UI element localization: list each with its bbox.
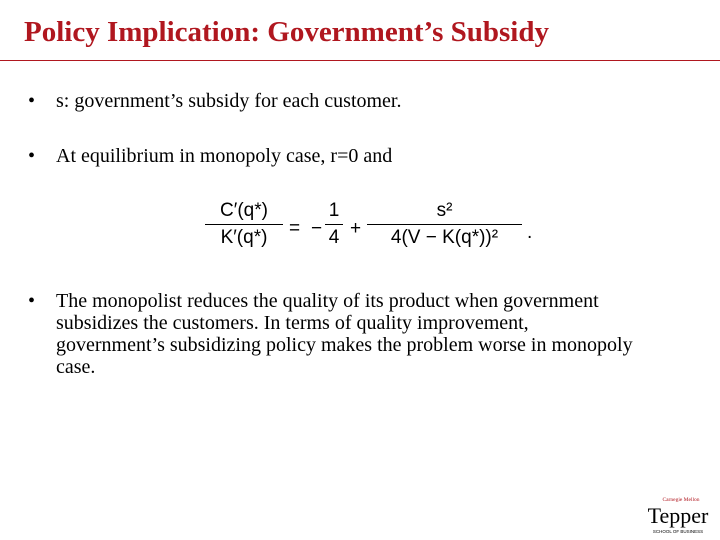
- logo-top-text: Carnegie Mellon: [662, 497, 700, 503]
- bullet-text: s: government’s subsidy for each customer.: [56, 90, 402, 112]
- bullet-marker: •: [28, 290, 36, 312]
- lhs-denominator: K′(q*): [220, 227, 268, 248]
- quarter-numerator: 1: [328, 200, 340, 221]
- subsidy-fraction: [367, 200, 522, 249]
- equation-period: .: [527, 222, 533, 243]
- bullet-text: The monopolist reduces the quality of its product when government subsidizes the customers. In terms of quality improvement, government’s subsidizing policy makes the problem worse in monopoly case.: [56, 290, 633, 378]
- equals-sign: =: [289, 218, 301, 239]
- subsidy-numerator: s²: [436, 200, 453, 221]
- bullet-marker: •: [28, 145, 36, 167]
- lhs-numerator: C′(q*): [220, 200, 268, 221]
- quarter-denominator: 4: [328, 227, 340, 248]
- fraction-bar: [325, 224, 343, 225]
- minus-sign: −: [311, 218, 323, 239]
- logo-bottom-text: SCHOOL OF BUSINESS: [652, 529, 704, 534]
- plus-sign: +: [350, 218, 362, 239]
- fraction-bar: [367, 224, 522, 225]
- bullet-text: At equilibrium in monopoly case, r=0 and: [56, 145, 393, 167]
- slide-title: Policy Implication: Government’s Subsidy: [24, 16, 549, 48]
- title-divider: [0, 60, 720, 61]
- lhs-fraction: [205, 200, 283, 249]
- fraction-bar: [205, 224, 283, 225]
- equilibrium-equation: [205, 200, 545, 260]
- tepper-logo: [641, 494, 715, 536]
- logo-main-text: Tepper: [647, 503, 709, 528]
- subsidy-denominator: 4(V − K(q*))²: [390, 227, 499, 248]
- quarter-fraction: [325, 200, 343, 249]
- bullet-marker: •: [28, 90, 36, 112]
